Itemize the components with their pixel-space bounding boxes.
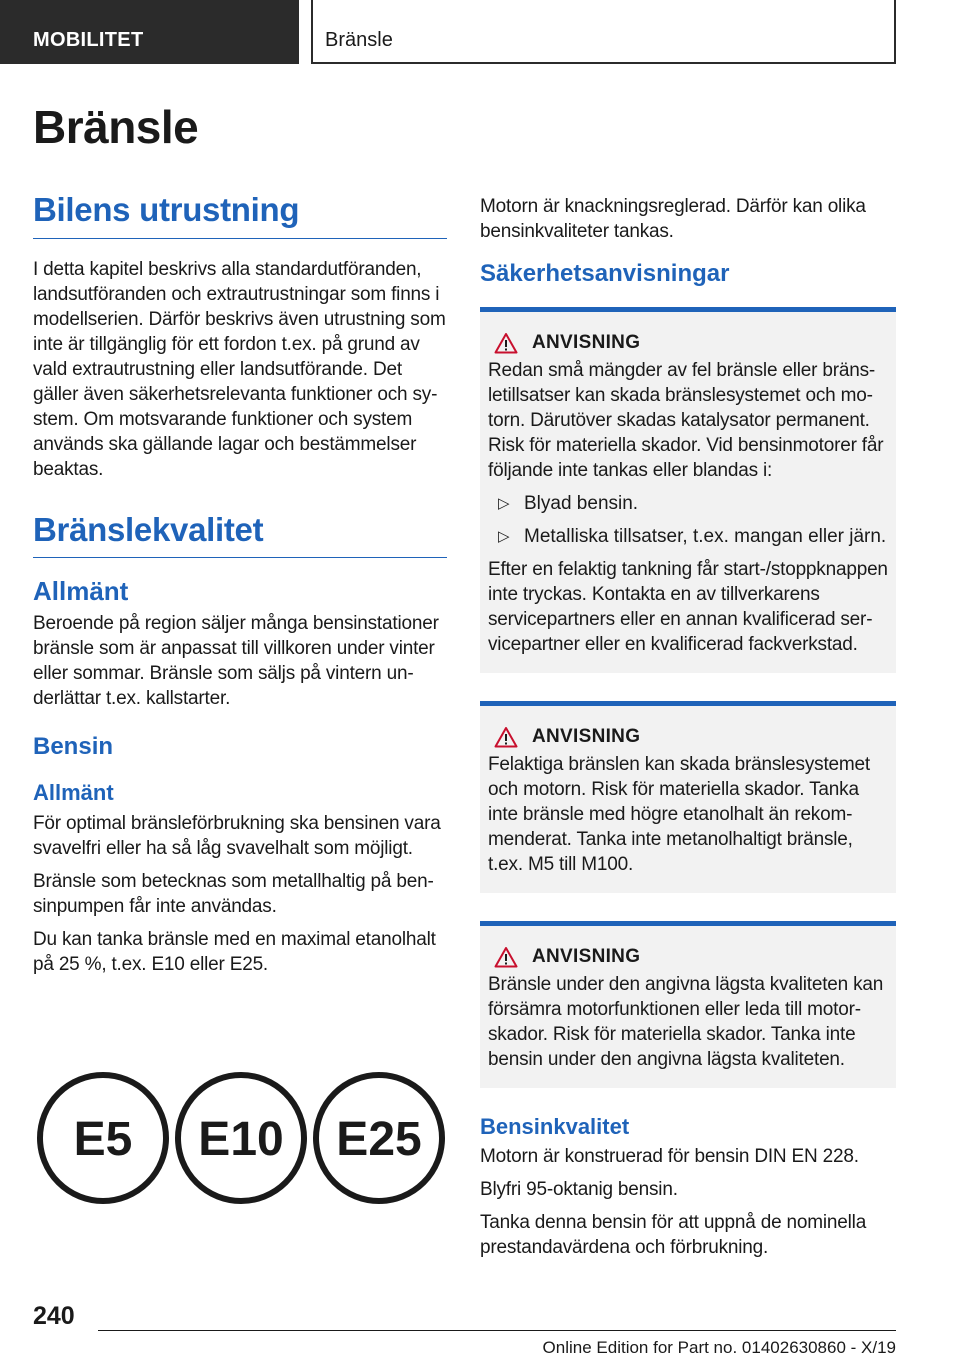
svg-text:E5: E5 [73,1113,133,1166]
safety-heading: Säkerhetsanvisningar [480,260,730,287]
svg-text:E25: E25 [336,1113,422,1166]
list-item-text: Metalliska tillsatser, t.ex. mangan eller järn. [524,525,887,547]
equipment-heading: Bilens utrustning [33,190,447,239]
petrol-heading: Bensin [33,733,114,761]
fuel-quality-heading: Bränslekvalitet [33,510,447,559]
fuel-sign-e25 [316,1075,442,1201]
petrol-general-heading: Allmänt [33,780,114,806]
warning-after-text: Efter en felaktig tankning får start-/stoppknappen inte tryckas. Kontakta en av tillverkarens servicepartners eller en annan kvalificerad servicepartner eller en kvalificerad fackverkstad. [488,558,888,655]
petrol-quality-paragraph-1: Motorn är konstruerad för bensin DIN EN 228. [480,1146,859,1168]
left-column [33,190,447,985]
warning-text: Felaktiga bränslen kan skada bränslesystemet och motorn. Risk för materiella skador. Tanka inte bränsle med högre etanolhalt än rekommenderat. Tanka inte metanolhaltigt bränsle, t.ex. M5 till M100. [488,753,870,875]
warning-title: ANVISNING [532,945,641,967]
section-tab-label: MOBILITET [33,29,144,51]
petrol-quality-paragraph-2: Blyfri 95-oktanig bensin. [480,1179,678,1201]
petrol-quality-heading: Bensinkvalitet [480,1113,630,1139]
list-item [498,491,888,516]
warning-triangle-icon [494,946,518,968]
list-item [498,524,888,549]
footer-divider [98,1330,896,1331]
warning-title: ANVISNING [532,725,641,747]
general-heading: Allmänt [33,576,129,607]
svg-text:E10: E10 [198,1113,284,1166]
petrol-paragraph-3: Du kan tanka bränsle med en maximal etanolhalt på 25 %, t.ex. E10 eller E25. [33,928,436,975]
fuel-sign-e5 [40,1075,166,1201]
warning-box-3 [480,921,896,1088]
page-title: Bränsle [33,101,199,153]
petrol-paragraph-2: Bränsle som betecknas som metallhaltig på bensinpumpen får inte användas. [33,870,434,917]
warning-box-2 [480,701,896,893]
warning-text: Redan små mängder av fel bränsle eller bränsletillsatser kan skada bränslesystemet och motorn. Därutöver skadas katalysator permanent. Risk för materiella skador. Vid bensinmotorer får följande inte tankas eller blandas i: [488,359,884,481]
warning-text: Bränsle under den angivna lägsta kvaliteten kan försämra motorfunktionen eller leda till motorskador. Risk för materiella skador. Tanka inte bensin under den angivna lägsta kvaliteten. [488,973,884,1070]
chapter-tab [311,0,896,64]
page-number: 240 [33,1302,75,1330]
knock-text: Motorn är knackningsreglerad. Därför kan olika bensinkvaliteter tankas. [480,196,866,242]
right-column [480,194,896,1268]
warning-box-1 [480,307,896,673]
triangle-bullet-icon: ▷ [498,494,510,512]
footer-edition-text: Online Edition for Part no. 01402630860 - X/19 [542,1338,896,1357]
warning-triangle-icon [494,332,518,354]
warning-triangle-icon [494,726,518,748]
fuel-sign-e10 [178,1075,304,1201]
triangle-bullet-icon: ▷ [498,527,510,545]
chapter-tab-label: Bränsle [325,29,393,51]
list-item-text: Blyad bensin. [524,492,639,514]
petrol-paragraph-1: För optimal bränsleförbrukning ska bensinen vara svavelfri eller ha så låg svavelhalt som möjligt. [33,812,441,859]
equipment-text: I detta kapitel beskrivs alla standardutföranden, landsutföranden och extrautrustningar som finns i modellserien. Därför beskrivs även utrustning som inte är tillgänglig för ett fordon t.ex. på grund av vald extrautrustning eller landsutförande. Det gäller även säkerhetsrelevanta funktioner och system. Om motsvarande funktioner och system används ska gällande lagar och bestämmelser beaktas. [33,258,446,480]
section-tab [0,0,299,64]
fuel-signs-image [37,1064,447,1214]
general-text: Beroende på region säljer många bensinstationer bränsle som är anpassat till villkoren under vinter eller sommar. Bränsle som säljs på vintern underlättar t.ex. kallstarter. [33,613,439,710]
petrol-quality-paragraph-3: Tanka denna bensin för att uppnå de nominella prestandavärdena och förbrukning. [480,1212,867,1259]
warning-title: ANVISNING [532,331,641,353]
